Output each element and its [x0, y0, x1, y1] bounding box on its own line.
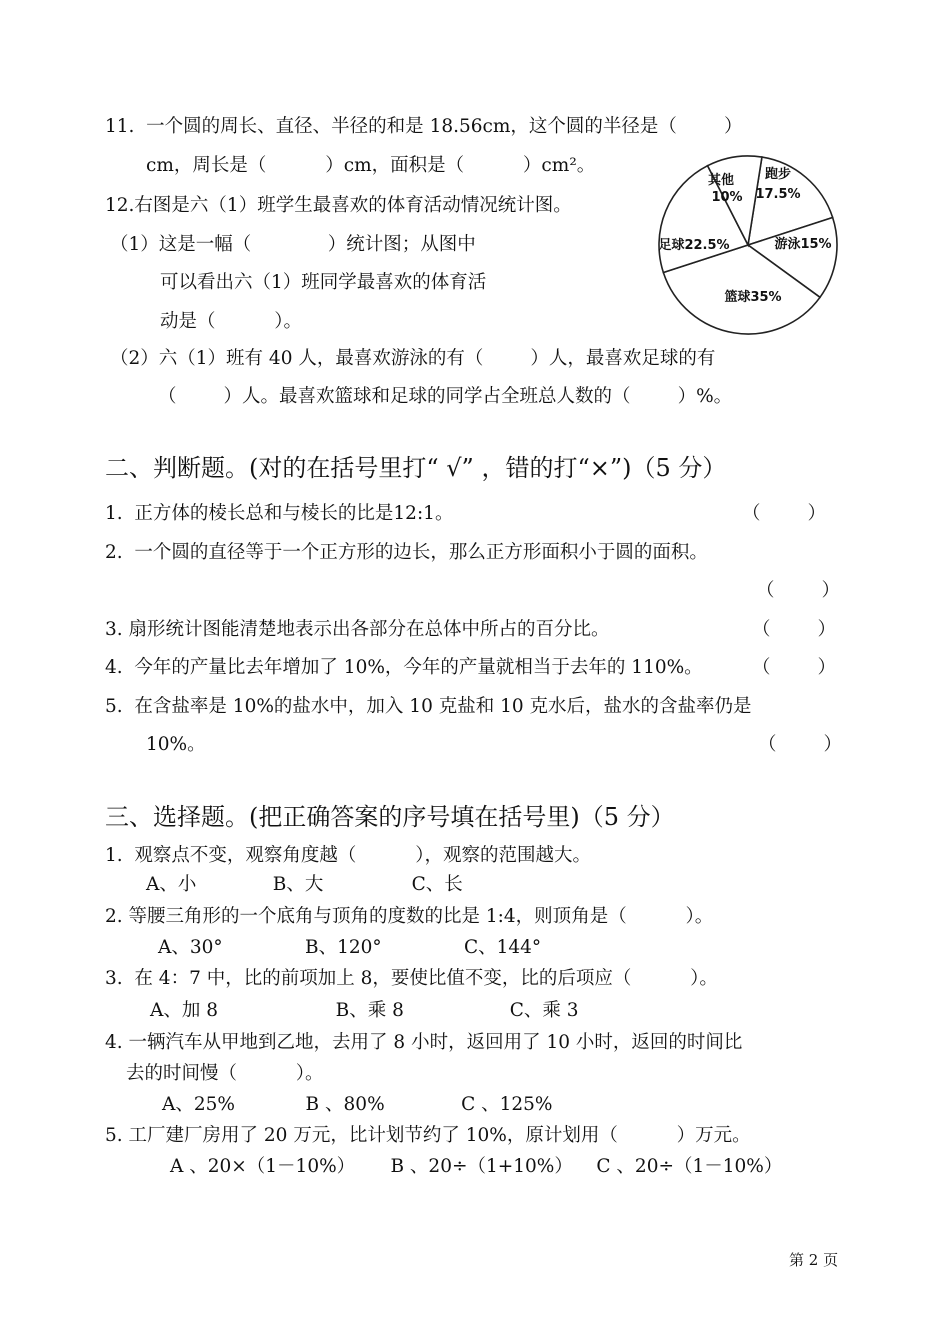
label-basketball: 篮球35% — [724, 290, 782, 305]
section3-title: 三、选择题。(把正确答案的序号填在括号里)（5 分） — [105, 803, 675, 831]
q12-part1-line1: （1）这是一幅（ ）统计图；从图中 — [110, 234, 476, 255]
mc-q5-options: A 、20×（1－10%） B 、20÷（1+10%） C 、20÷（1－10%） — [170, 1156, 783, 1177]
mc-q3-options: A、加 8 B、乘 8 C、乘 3 — [150, 1000, 579, 1021]
page-number: 第 2 页 — [789, 1251, 839, 1269]
tf-q1-answer-paren[interactable]: （ ） — [742, 503, 827, 524]
tf-q2: 2. 一个圆的直径等于一个正方形的边长，那么正方形面积小于圆的面积。 — [105, 542, 708, 563]
mc-q4-line2: 去的时间慢（ ）。 — [126, 1063, 324, 1084]
q12-part2-line2: （ ）人。最喜欢篮球和足球的同学占全班总人数的（ ）%。 — [158, 386, 733, 407]
q12-part1-line2: 可以看出六（1）班同学最喜欢的体育活 — [160, 272, 487, 293]
mc-q2-options: A、30° B、120° C、144° — [158, 937, 542, 958]
tf-q1: 1. 正方体的棱长总和与棱长的比是12:1。 — [105, 503, 454, 524]
mc-q2: 2. 等腰三角形的一个底角与顶角的度数的比是 1:4，则顶角是（ ）。 — [105, 906, 714, 927]
label-running: 跑步 — [764, 167, 792, 182]
mc-q3: 3. 在 4：7 中，比的前项加上 8，要使比值不变，比的后项应（ ）。 — [105, 968, 718, 989]
q12-part1-line3: 动是（ ）。 — [160, 311, 303, 332]
label-football: 足球22.5% — [658, 238, 730, 253]
mc-q5: 5. 工厂建厂房用了 20 万元，比计划节约了 10%，原计划用（ ）万元。 — [105, 1125, 751, 1146]
q12-line1: 12.右图是六（1）班学生最喜欢的体育活动情况统计图。 — [105, 195, 572, 216]
mc-q4-options: A、25% B 、80% C 、125% — [162, 1094, 553, 1115]
section2-title: 二、判断题。(对的在括号里打“ √” ，错的打“×”)（5 分） — [105, 454, 727, 482]
mc-q1: 1. 观察点不变，观察角度越（ ），观察的范围越大。 — [105, 845, 591, 866]
mc-q1-options: A、小 B、大 C、长 — [146, 874, 463, 895]
q11-line1: 11. 一个圆的周长、直径、半径的和是 18.56cm，这个圆的半径是（ ） — [105, 116, 743, 137]
tf-q5-answer-paren[interactable]: （ ） — [758, 734, 843, 755]
tf-q4: 4. 今年的产量比去年增加了 10%，今年的产量就相当于去年的 110%。 — [105, 657, 703, 678]
tf-q5-line1: 5. 在含盐率是 10%的盐水中，加入 10 克盐和 10 克水后，盐水的含盐率仍是 — [105, 696, 752, 717]
q12-part2-line1: （2）六（1）班有 40 人，最喜欢游泳的有（ ）人，最喜欢足球的有 — [110, 348, 716, 369]
label-other: 其他 — [707, 173, 735, 188]
mc-q4-line1: 4. 一辆汽车从甲地到乙地，去用了 8 小时，返回用了 10 小时，返回的时间比 — [105, 1032, 743, 1053]
tf-q3-answer-paren[interactable]: （ ） — [752, 619, 837, 640]
tf-q3: 3. 扇形统计图能清楚地表示出各部分在总体中所占的百分比。 — [105, 619, 610, 640]
q11-line2: cm，周长是（ ）cm，面积是（ ）cm²。 — [146, 155, 596, 176]
tf-q2-answer-paren[interactable]: （ ） — [756, 580, 841, 601]
tf-q5-line2: 10%。 — [146, 734, 206, 755]
label-swimming: 游泳15% — [774, 237, 832, 252]
tf-q4-answer-paren[interactable]: （ ） — [752, 657, 837, 678]
label-running-pct: 17.5% — [755, 187, 801, 202]
pie-chart — [654, 151, 842, 339]
label-other-pct: 10% — [711, 190, 743, 205]
